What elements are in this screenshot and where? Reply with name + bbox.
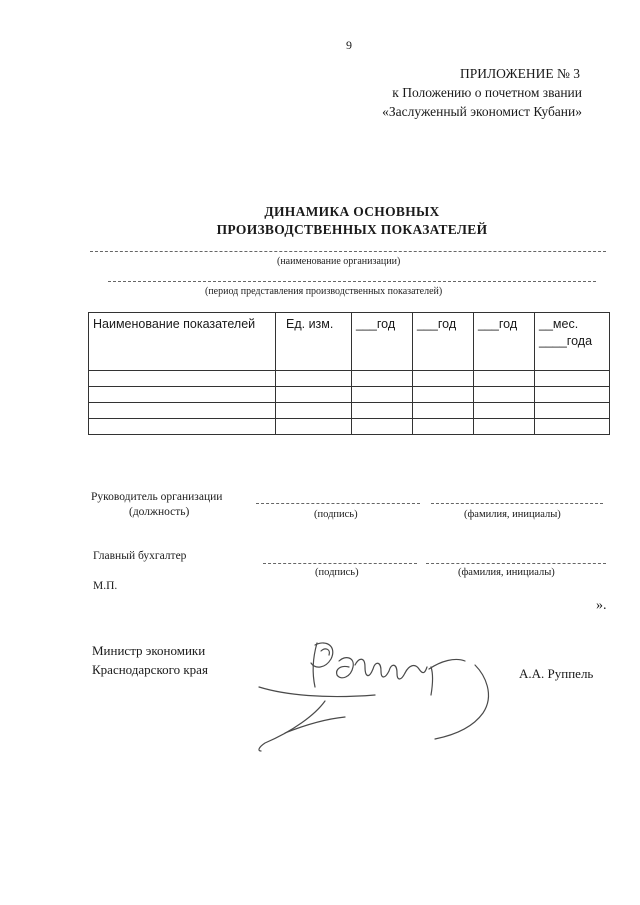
document-title-line2: ПРОИЗВОДСТВЕННЫХ ПОКАЗАТЕЛЕЙ [216,222,488,237]
table-row [89,403,610,419]
minister-name: А.А. Руппель [519,666,594,681]
stamp-place: М.П. [93,580,118,592]
organization-fill-line [90,251,606,252]
page-number: 9 [346,38,352,52]
appendix-reference: к Положению о почетном звании [392,85,582,100]
accountant-signature-caption: (подпись) [315,567,359,578]
head-signature-caption: (подпись) [314,509,358,520]
header-unit: Ед. изм. [276,313,352,371]
period-caption: (период представления производственных показателей) [205,286,443,297]
minister-title-line2: Краснодарского края [92,662,208,677]
indicators-table [88,312,610,435]
closing-quote: ». [596,598,607,613]
handwritten-signature [255,635,505,755]
head-position-label: Руководитель организации [91,491,223,503]
minister-title [92,641,208,679]
accountant-signature-line [263,563,417,564]
minister-title-line1: Министр экономики [92,643,206,658]
appendix-header [382,64,582,121]
header-year-1: ___год [352,313,413,371]
accountant-name-caption: (фамилия, инициалы) [458,567,555,578]
document-title-line1: ДИНАМИКА ОСНОВНЫХ [264,204,440,219]
header-months-line2: ____года [539,334,593,348]
head-signature-line [256,503,420,504]
table-row [89,387,610,403]
head-name-caption: (фамилия, инициалы) [464,509,561,520]
period-fill-line [108,281,596,282]
accountant-name-line [426,563,606,564]
head-position-caption: (должность) [129,506,190,518]
header-months [535,313,610,371]
header-months-line1: __мес. [539,317,579,331]
head-name-line [431,503,603,504]
table-row [89,371,610,387]
accountant-label: Главный бухгалтер [93,550,187,562]
header-indicator-name: Наименование показателей [89,313,276,371]
appendix-number: ПРИЛОЖЕНИЕ № 3 [459,66,580,81]
appendix-title-name: «Заслуженный экономист Кубани» [382,104,582,119]
header-year-3: ___год [474,313,535,371]
header-year-2: ___год [413,313,474,371]
table-row [89,419,610,435]
organization-caption: (наименование организации) [277,256,401,267]
document-title [0,203,640,239]
table-header-row [89,313,610,371]
